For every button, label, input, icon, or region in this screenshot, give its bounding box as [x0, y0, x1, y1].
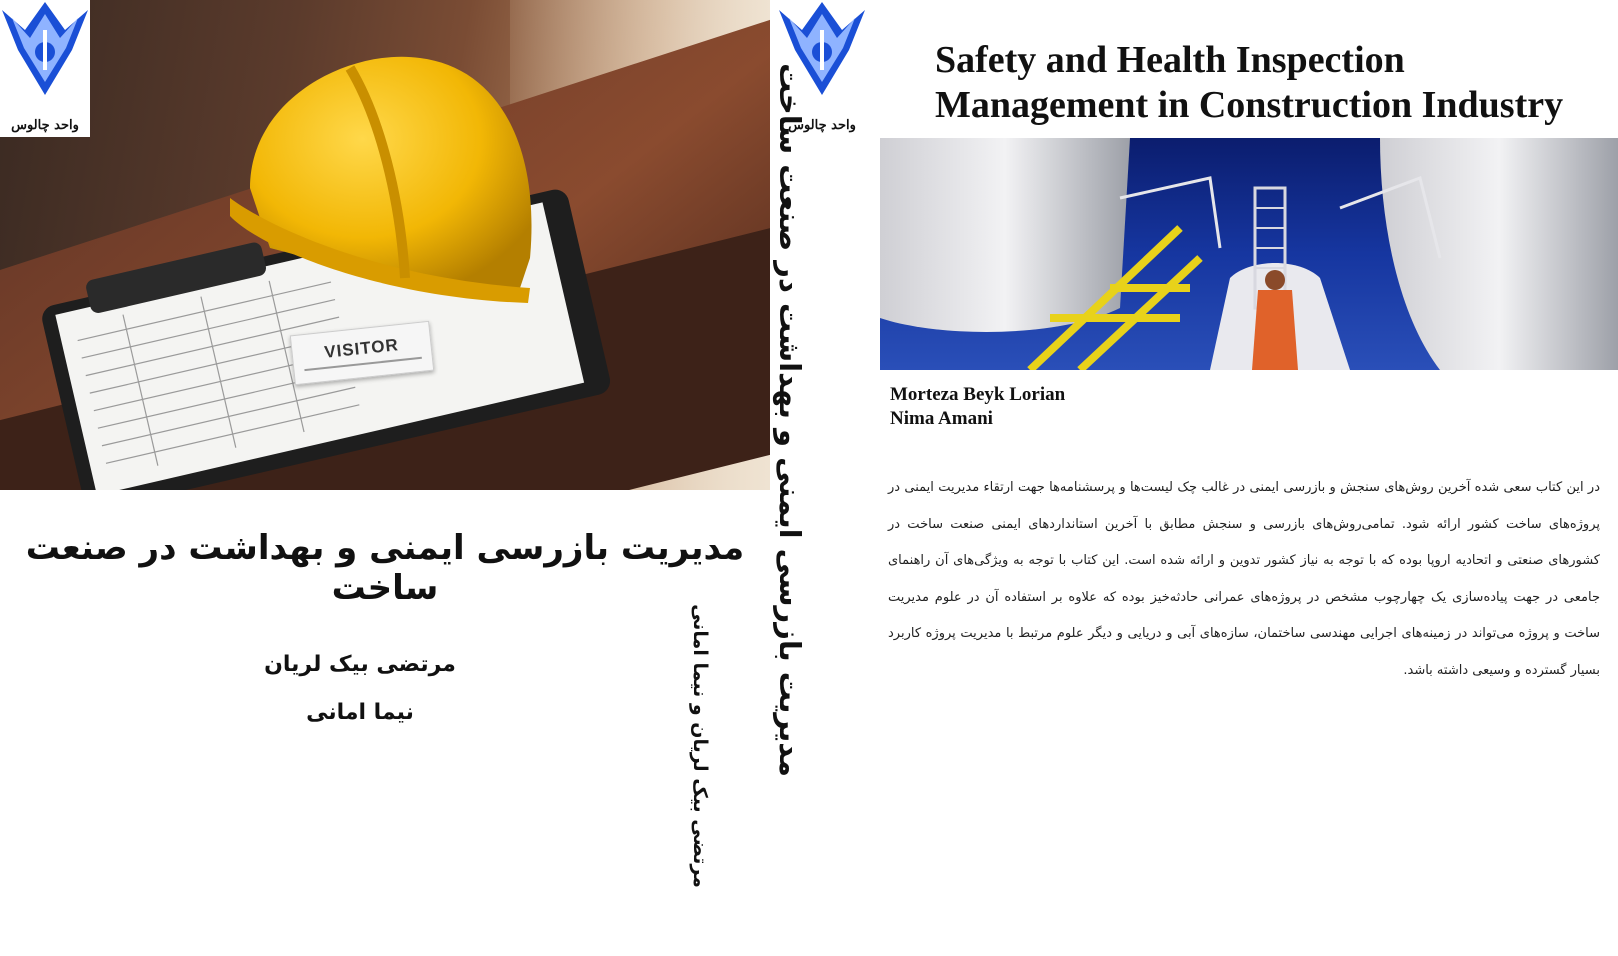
spine-title: مدیریت بازرسی ایمنی و بهداشت در صنعت ساخت: [773, 63, 807, 777]
spine-authors: مرتضی بیک لریان و نیما امانی: [689, 604, 711, 888]
logo-caption: واحد چالوس: [11, 118, 79, 133]
front-author-2: Nima Amani: [890, 408, 993, 429]
university-logo-back: [0, 0, 90, 137]
front-title-line-1: Safety and Health Inspection: [935, 39, 1405, 81]
front-title-line-2: Management in Construction Industry: [935, 84, 1564, 126]
front-author-1: Morteza Beyk Lorian: [890, 384, 1066, 405]
front-cover-blurb: در این کتاب سعی شده آخرین روش‌های سنجش و بازرسی ایمنی در غالب چک لیست‌ها و پرسشنامه‌ها جهت ارتقاء مدیریت ایمنی در پروژه‌های ساخت کشور ارائه شود. تمامی‌روش‌های بازرسی و سنجش مطابق با آخرین استانداردهای ایمنی صنعت ساخت در کشورهای صنعتی و اتحادیه اروپا بوده که با توجه به نیاز کشور تدوین و ارائه شده است. این کتاب با توجه به ویژگی‌های آن راهنمای جامعی در جهت پیاده‌سازی یک چهارچوب مشخص در پروژه‌های عمرانی حادثه‌خیز بوده که علاوه بر استفاده آن در علوم مدیریت ساخت و پروژه می‌تواند در زمینه‌های اجرایی مهندسی ساختمان، سازه‌های آبی و دریایی و دیگر علوم مرتبط با مدیریت پروژه کاربرد بسیار گسترده و وسیعی داشته باشد.: [888, 480, 1600, 678]
hard-hat-illustration: [230, 38, 550, 328]
visitor-badge-text: VISITOR: [323, 335, 400, 362]
back-cover-author-2: نیما امانی: [306, 700, 414, 725]
front-cover-photo: [880, 138, 1618, 370]
front-cover-authors: [890, 383, 1065, 431]
back-cover-author-1: مرتضی بیک لریان: [264, 652, 456, 677]
front-cover-title: [935, 38, 1605, 128]
logo-caption: واحد چالوس: [788, 118, 856, 133]
university-emblem-icon: [0, 0, 90, 105]
back-cover-photo: [0, 0, 770, 490]
industrial-plant-illustration: [880, 138, 1618, 370]
back-cover-title: مدیریت بازرسی ایمنی و بهداشت در صنعت ساخت: [25, 528, 745, 608]
